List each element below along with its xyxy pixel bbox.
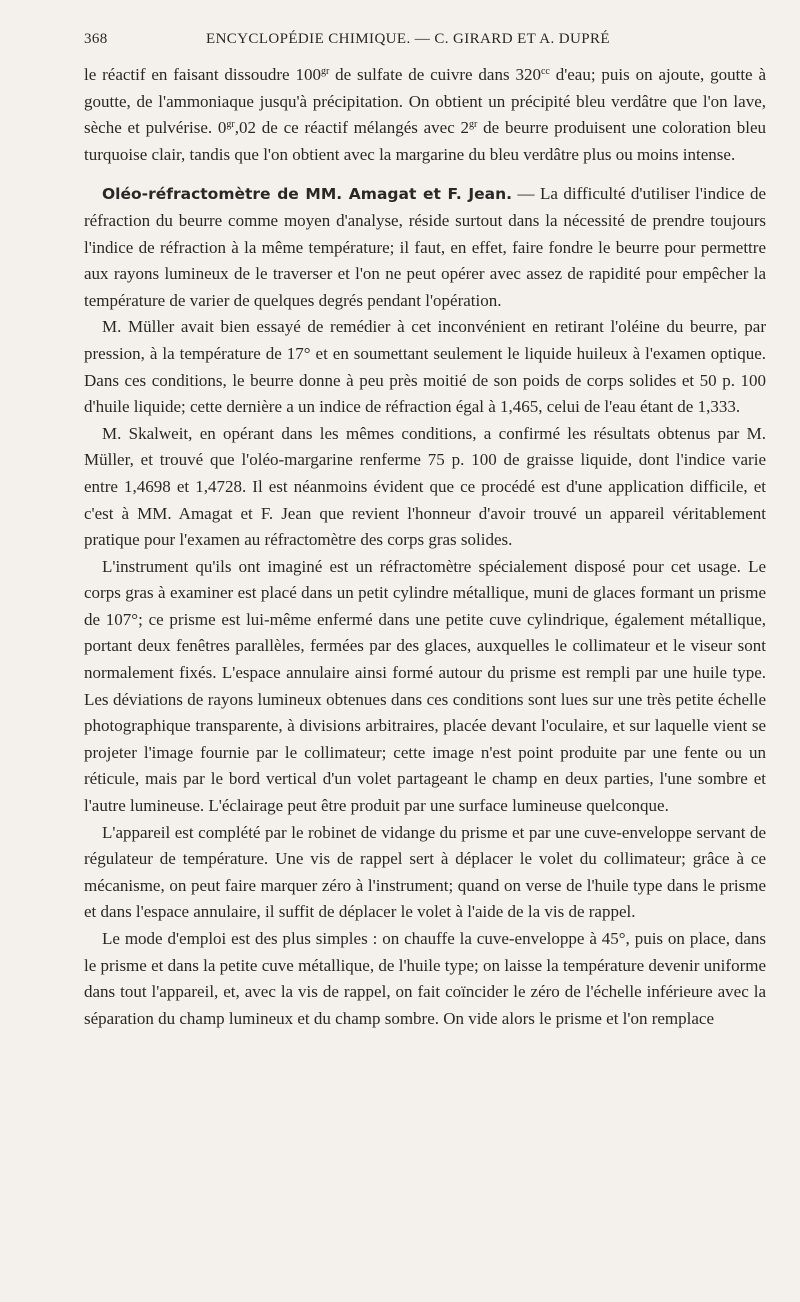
paragraph-usage: Le mode d'emploi est des plus simples : on chauffe la cuve-enveloppe à 45°, puis on place, dans le prisme et dans la petite cuve métallique, de l'huile type; on laisse la température devenir uniforme dans tout l'appareil, et, avec la vis de rappel, on fait coïncider le zéro de l'échelle inférieure avec la séparation du champ lumineux et du champ sombre. On vide alors le prisme et l'on remplace	[84, 929, 766, 1028]
unit-gram: gr	[226, 119, 235, 131]
reagent-text-2: de sulfate de cuivre dans 320	[329, 65, 541, 84]
body-text	[84, 62, 766, 1032]
page-number: 368	[84, 31, 108, 47]
unit-cc: cc	[540, 66, 550, 77]
section-intro-text: — La difficulté d'utiliser l'indice de réfraction du beurre comme moyen d'analyse, réside surtout dans la nécessité de prendre toujours l'indice de réfraction à la même température; il faut, en effet, faire fondre le beurre pour permettre aux rayons lumineux de le traverser et l'on ne peut opérer avec assez de rapidité pour empêcher la température de varier de quelques degrés pendant l'opération.	[84, 184, 766, 310]
paragraph-skalweit: M. Skalweit, en opérant dans les mêmes conditions, a confirmé les résultats obtenus par M. Müller, et trouvé que l'oléo-margarine renferme 75 p. 100 de graisse liquide, dont l'indice varie entre 1,4698 et 1,4728. Il est néanmoins évident que ce procédé est d'une application difficile, et c'est à MM. Amagat et F. Jean que revient l'honneur d'avoir trouvé un appareil véritablement pratique pour l'examen au réfractomètre des corps gras solides.	[84, 423, 766, 550]
reagent-text-1: le réactif en faisant dissoudre 100	[84, 65, 321, 84]
paragraph-oleo-refractometer	[84, 181, 766, 314]
reagent-text-5: de beurre produisent une coloration bleu turquoise clair, tandis que l'on obtient avec la margarine du bleu verdâtre plus ou moins intense.	[84, 118, 766, 164]
unit-gram: gr	[469, 119, 478, 131]
paragraph-apparatus: L'appareil est complété par le robinet de vidange du prisme et par une cuve-enveloppe servant de régulateur de température. Une vis de rappel sert à déplacer le volet du collimateur; grâce à ce mécanisme, on peut faire marquer zéro à l'instrument; quand on verse de l'huile type dans le prisme et dans l'espace annulaire, il suffit de déplacer le volet à l'aide de la vis de rappel.	[84, 822, 766, 922]
paragraph-instrument: L'instrument qu'ils ont imaginé est un réfractomètre spécialement disposé pour cet usage. Le corps gras à examiner est placé dans un petit cylindre métallique, muni de glaces formant un prisme de 107°; ce prisme est lui-même enfermé dans une petite cuve cylindrique, également métallique, portant deux fenêtres parallèles, fermées par des glaces, auxquelles le collimateur et le viseur sont normalement fixés. L'espace annulaire ainsi formé autour du prisme est rempli par une huile type. Les déviations de rayons lumineux obtenues dans ces conditions sont lues sur une très petite échelle photographique transparente, à divisions arbitraires, placée devant l'oculaire, et sur laquelle vient se projeter l'image fournie par le collimateur; cette image n'est point produite par une fente ou un réticule, mais par le bord vertical d'un volet partageant le champ en deux parties, l'une sombre et l'autre lumineuse. L'éclairage peut être produit par une surface lumineuse quelconque.	[84, 556, 766, 816]
unit-gram: gr	[320, 66, 330, 77]
paragraph-muller: M. Müller avait bien essayé de remédier à cet inconvénient en retirant l'oléine du beurre, par pression, à la température de 17° et en soumettant seulement le liquide huileux à l'examen optique. Dans ces conditions, le beurre donne à peu près moitié de son poids de corps solides et 50 p. 100 d'huile liquide; cette dernière a un indice de réfraction égal à 1,465, celui de l'eau étant de 1,333.	[84, 317, 766, 417]
running-title: ENCYCLOPÉDIE CHIMIQUE. — C. GIRARD ET A. DUPRÉ	[206, 31, 610, 47]
reagent-text-3: d'eau; puis on ajoute, goutte à goutte, de l'ammoniaque jusqu'à précipitation. On obtient un précipité bleu verdâtre que l'on lave, sèche et pulvérise. 0	[84, 65, 766, 138]
running-head	[84, 31, 764, 53]
paragraph-reagent	[84, 62, 766, 168]
reagent-text-4: ,02 de ce réactif mélangés avec 2	[234, 118, 470, 138]
section-heading: Oléo-réfractomètre de MM. Amagat et F. Jean.	[102, 185, 513, 204]
